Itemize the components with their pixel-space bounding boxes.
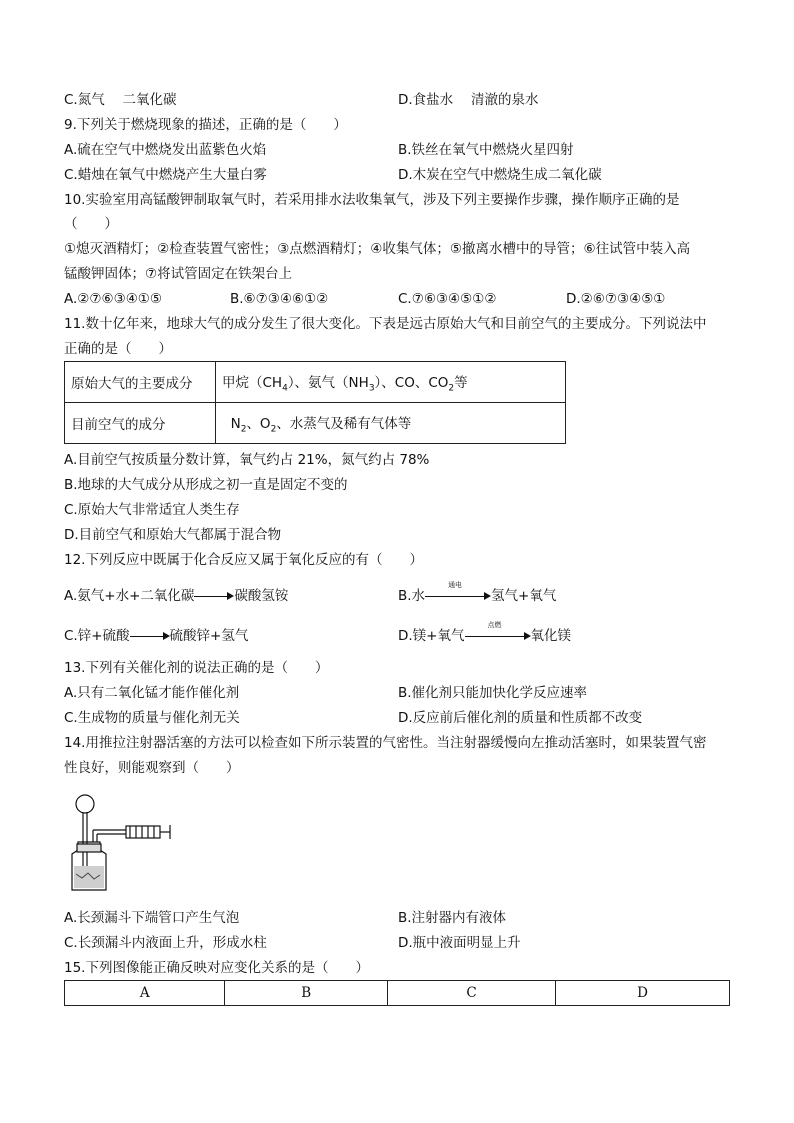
reaction-arrow xyxy=(194,590,234,602)
row-value-current: $N_2$、$O_2$、水蒸气及稀有气体等 xyxy=(216,403,566,444)
q15-graph-table xyxy=(64,980,730,1006)
q13-stem: 13.下列有关催化剂的说法正确的是（ ） xyxy=(64,660,329,676)
q14-option-d: D.瓶中液面明显上升 xyxy=(398,935,521,951)
q10-option-d: D.②⑥⑦③④⑤① xyxy=(566,291,666,307)
q10-steps-cont: 锰酸钾固体；⑦将试管固定在铁架台上 xyxy=(64,266,293,282)
q15-stem: 15.下列图像能正确反映对应变化关系的是（ ） xyxy=(64,960,369,976)
q10-option-b: B.⑥⑦③④⑥①② xyxy=(230,291,329,307)
airtightness-apparatus-figure xyxy=(66,790,176,894)
q10-stem: 10.实验室用高锰酸钾制取氧气时，若采用排水法收集氧气，涉及下列主要操作步骤，操作顺序正确的是 xyxy=(64,192,680,208)
q9-stem: 9.下列关于燃烧现象的描述，正确的是（ ） xyxy=(64,117,347,133)
q11-option-c: C.原始大气非常适宜人类生存 xyxy=(64,502,240,518)
syringe-barrel xyxy=(126,826,160,838)
q14-option-c: C.长颈漏斗内液面上升，形成水柱 xyxy=(64,935,267,951)
q8-option-c: C.氮气 二氧化碳 xyxy=(64,92,177,108)
funnel-bulb xyxy=(76,795,94,813)
col-header-b: B xyxy=(225,981,388,1006)
q9-option-c: C.蜡烛在氧气中燃烧产生大量白雾 xyxy=(64,167,267,183)
q14-stem-cont: 性良好，则能观察到（ ） xyxy=(64,760,240,776)
reaction-arrow: 点燃 xyxy=(465,630,531,642)
q14-stem: 14.用推拉注射器活塞的方法可以检查如下所示装置的气密性。当注射器缓慢向左推动活塞时，如果装置气密 xyxy=(64,735,707,751)
q12-option-a: A.氨气+水+二氧化碳 碳酸氢铵 xyxy=(64,588,289,604)
q11-stem: 11.数十亿年来，地球大气的成分发生了很大变化。下表是远古原始大气和目前空气的主要成分。下列说法中 xyxy=(64,316,707,332)
q13-option-a: A.只有二氧化锰才能作催化剂 xyxy=(64,685,240,701)
row-value-primitive: 甲烷$(CH_4)$、氨气$(NH_3)$、CO、$CO_2$等 xyxy=(216,362,566,403)
q9-option-a: A.硫在空气中燃烧发出蓝紫色火焰 xyxy=(64,142,267,158)
q9-option-b: B.铁丝在氧气中燃烧火星四射 xyxy=(398,142,574,158)
q11-option-b: B.地球的大气成分从形成之初一直是固定不变的 xyxy=(64,477,348,493)
q11-option-a: A.目前空气按质量分数计算，氧气约占 21%，氮气约占 78% xyxy=(64,452,430,468)
table-row xyxy=(65,403,566,444)
q10-stem-bracket: （ ） xyxy=(64,216,118,232)
reaction-arrow: 通电 xyxy=(425,590,491,602)
q14-option-a: A.长颈漏斗下端管口产生气泡 xyxy=(64,910,240,926)
col-header-d: D xyxy=(555,981,729,1006)
row-head-primitive: 原始大气的主要成分 xyxy=(65,362,216,403)
q13-option-d: D.反应前后催化剂的质量和性质都不改变 xyxy=(398,710,643,726)
q13-option-c: C.生成物的质量与催化剂无关 xyxy=(64,710,240,726)
row-head-current: 目前空气的成分 xyxy=(65,403,216,444)
q12-option-b: B.水 通电 氢气+氧气 xyxy=(398,581,557,604)
reaction-arrow xyxy=(130,630,170,642)
col-header-a: A xyxy=(65,981,225,1006)
bottle-contents xyxy=(74,866,104,888)
q10-steps: ①熄灭酒精灯；②检查装置气密性；③点燃酒精灯；④收集气体；⑤撤离水槽中的导管；⑥往试管中装入高 xyxy=(64,241,691,257)
table-row xyxy=(65,362,566,403)
q12-option-d: D.镁+氧气 点燃 氧化镁 xyxy=(398,621,571,644)
q14-option-b: B.注射器内有液体 xyxy=(398,910,507,926)
q8-option-d: D.食盐水 清澈的泉水 xyxy=(398,92,539,108)
col-header-c: C xyxy=(388,981,556,1006)
q10-option-a: A.②⑦⑥③④①⑤ xyxy=(64,291,163,307)
q12-option-c: C.锌+硫酸 硫酸锌+氢气 xyxy=(64,628,249,644)
stopper xyxy=(77,844,101,852)
table-row xyxy=(65,981,730,1006)
q9-option-d: D.木炭在空气中燃烧生成二氧化碳 xyxy=(398,167,602,183)
q11-stem-cont: 正确的是（ ） xyxy=(64,341,172,357)
q10-option-c: C.⑦⑥③④⑤①② xyxy=(398,291,497,307)
q11-atmosphere-table xyxy=(64,361,566,444)
q11-option-d: D.目前空气和原始大气都属于混合物 xyxy=(64,527,282,543)
q12-stem: 12.下列反应中既属于化合反应又属于氧化反应的有（ ） xyxy=(64,552,423,568)
q13-option-b: B.催化剂只能加快化学反应速率 xyxy=(398,685,588,701)
